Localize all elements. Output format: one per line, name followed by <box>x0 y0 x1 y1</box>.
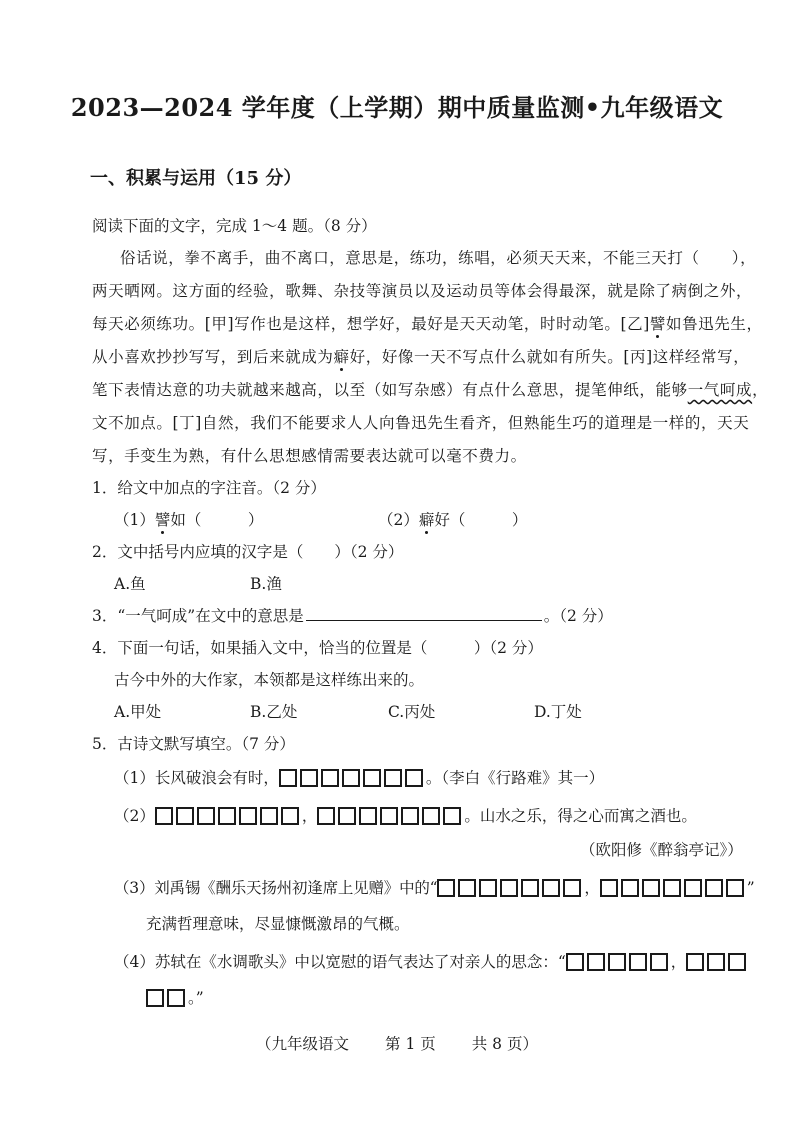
question-5-item-2-source: （欧阳修《醉翁亭记》） <box>580 841 743 859</box>
option-b: B.乙处 <box>250 703 298 721</box>
answer-boxes[interactable] <box>566 953 671 975</box>
option-c: C.丙处 <box>388 703 436 721</box>
passage-line-7: 写，手变生为熟，有什么思想感情需要表达就可以毫不费力。 <box>92 447 527 465</box>
reading-intro: 阅读下面的文字，完成 1～4 题。（8 分） <box>92 217 377 235</box>
dotted-char-pi: 譬 <box>649 315 666 333</box>
question-3: 3．“一气呵成”在文中的意思是 。（2 分） <box>92 604 613 626</box>
page-title: 2023—2024 学年度（上学期）期中质量监测•九年级语文 <box>70 93 724 122</box>
option-b: B.渔 <box>250 575 282 593</box>
answer-boxes[interactable] <box>279 769 426 791</box>
question-1: 1．给文中加点的字注音。（2 分） <box>92 479 326 497</box>
question-4: 4．下面一句话，如果插入文中，恰当的位置是（ ）（2 分） <box>92 639 543 657</box>
answer-boxes[interactable] <box>317 807 464 829</box>
question-5-item-2: （2） ， 。山水之乐，得之心而寓之酒也。 <box>114 804 697 829</box>
passage-line-4: 从小喜欢抄抄写写，到后来就成为癖好，好像一天不写点什么就如有所失。[丙]这样经常写， <box>92 348 750 366</box>
question-1-item-1: （1）譬如（ ） <box>114 511 264 529</box>
footer-page: 第 1 页 <box>385 1035 436 1053</box>
dotted-char-pi2: 癖 <box>333 348 350 366</box>
answer-boxes[interactable] <box>146 989 188 1011</box>
option-d: D.丁处 <box>534 703 582 721</box>
question-4-sentence: 古今中外的大作家，本领都是这样练出来的。 <box>114 671 425 689</box>
option-a: A.鱼 <box>114 575 146 593</box>
footer-total: 共 8 页） <box>471 1035 538 1053</box>
answer-boxes[interactable] <box>155 807 302 829</box>
passage-line-6: 文不加点。[丁]自然，我们不能要求人人向鲁迅先生看齐，但熟能生巧的道理是一样的，天天 <box>92 414 750 432</box>
question-5-item-4-line-2: 。” <box>146 986 204 1011</box>
answer-blank[interactable] <box>306 604 542 621</box>
answer-boxes[interactable] <box>600 879 747 901</box>
passage-line-2: 两天晒网。这方面的经验，歌舞、杂技等演员以及运动员等体会得最深，就是除了病倒之外， <box>92 282 753 300</box>
question-5-item-4: （4）苏轼在《水调歌头》中以宽慰的语气表达了对亲人的思念：“ ， <box>114 950 749 975</box>
passage-line-3: 每天必须练功。[甲]写作也是这样，想学好，最好是天天动笔，时时动笔。[乙]譬如鲁迅先生， <box>92 315 763 333</box>
option-a: A.甲处 <box>114 703 162 721</box>
question-5-item-1: （1）长风破浪会有时， 。（李白《行路难》其一） <box>114 766 604 791</box>
section-heading: 一、积累与运用（15 分） <box>90 168 302 189</box>
question-5: 5．古诗文默写填空。（7 分） <box>92 735 295 753</box>
wavy-underlined-phrase: 一气呵成 <box>687 381 753 399</box>
question-5-item-3: （3）刘禹锡《酬乐天扬州初逢席上见赠》中的“ ， ” <box>114 876 754 901</box>
footer-subject: （九年级语文 <box>256 1035 350 1053</box>
answer-boxes[interactable] <box>437 879 584 901</box>
question-2: 2．文中括号内应填的汉字是（ ）（2 分） <box>92 543 404 561</box>
page-footer <box>0 1032 794 1054</box>
passage-line-1: 俗话说，拳不离手，曲不离口，意思是，练功，练唱，必须天天来，不能三天打（ ）， <box>120 249 757 267</box>
question-5-item-3-line-2: 充满哲理意味，尽显慷慨激昂的气概。 <box>146 915 410 933</box>
question-1-item-2: （2）癖好（ ） <box>378 511 528 529</box>
answer-boxes[interactable] <box>686 953 749 975</box>
passage-line-5: 笔下表情达意的功夫就越来越高，以至（如写杂感）有点什么意思，提笔伸纸，能够一气呵成， <box>92 381 769 399</box>
